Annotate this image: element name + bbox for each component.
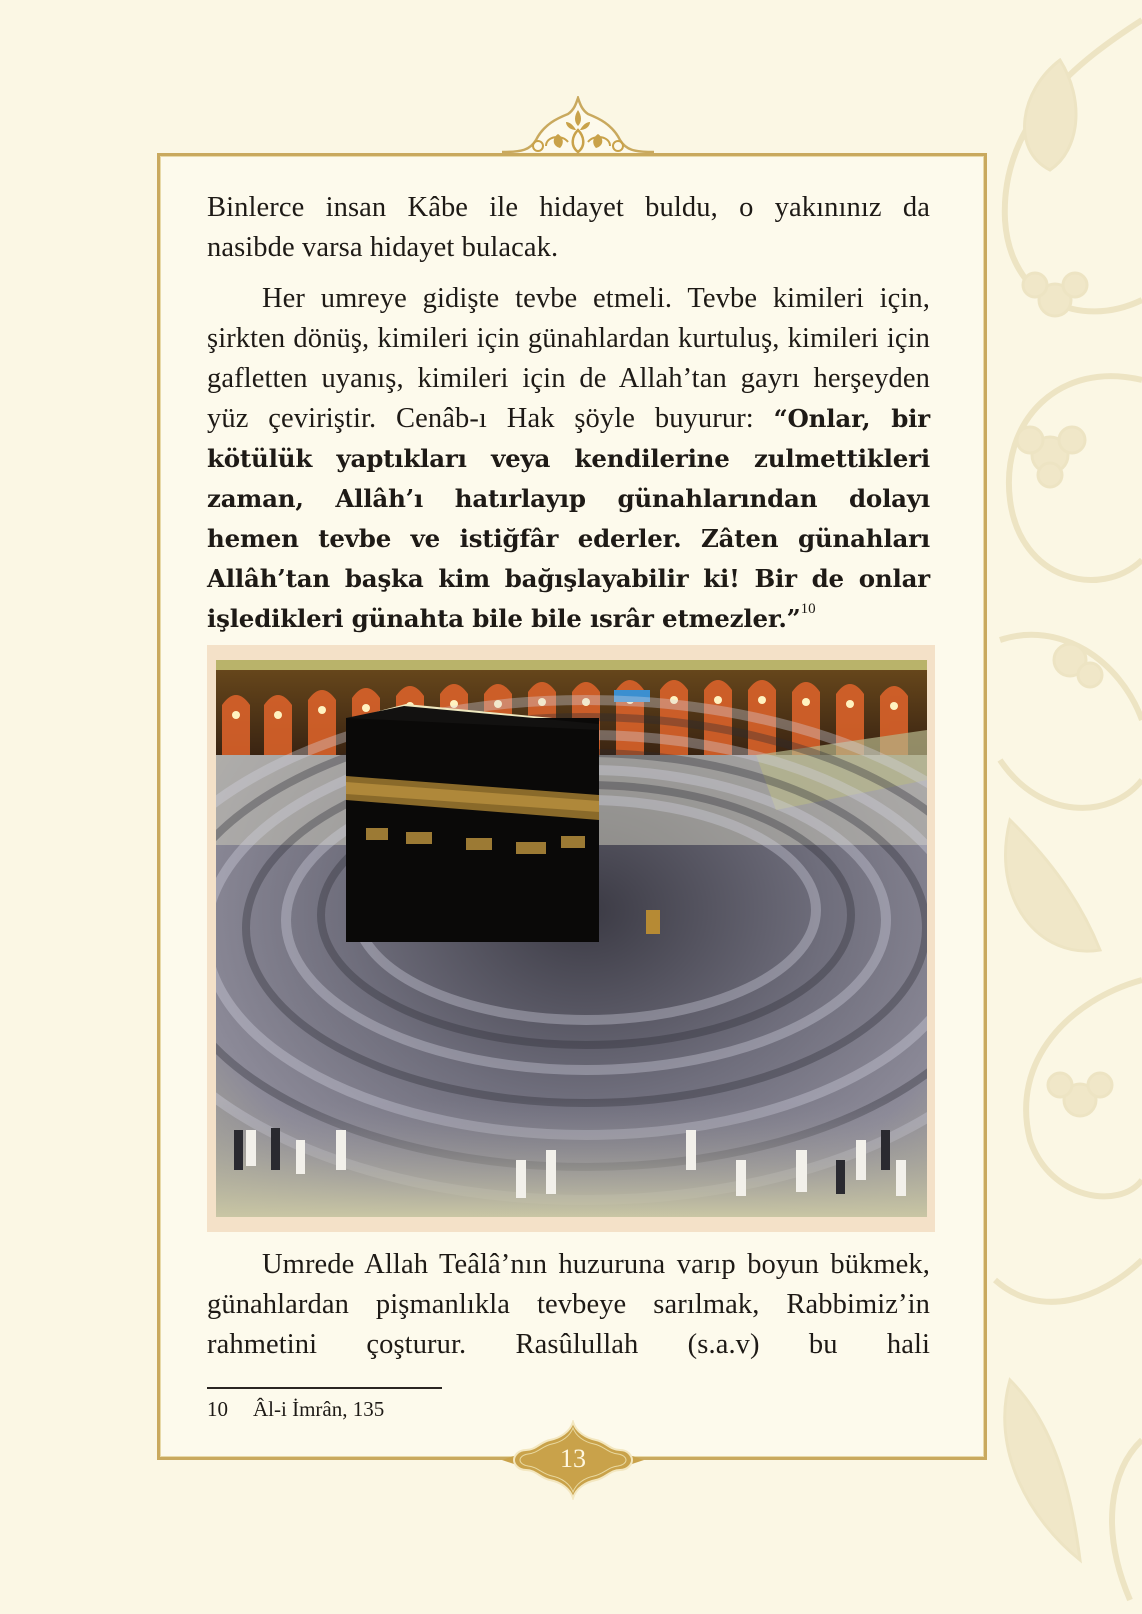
paragraph-1 [207,188,930,268]
paragraph-3 [207,1245,930,1365]
paragraph-2 [207,279,930,639]
quran-quote: “Onlar, bir kötülük yaptıkları veya kendilerine zulmettikleri zaman, Allâh’ı hatırlayıp günahlarından dolayı hemen tevbe ve istiğfâr ederler. Zâten günahları Allâh’tan başka kim bağışlayabilir ki! Bir de onlar işledikleri günahta bile bile ısrâr etmezler.” [207,404,930,633]
footnote-text: Âl-i İmrân, 135 [253,1397,385,1421]
paragraph-1-line-2: nasibde varsa hidayet bulacak. [207,232,559,263]
footnote-10 [207,1396,384,1422]
footnote-number: 10 [207,1397,228,1421]
footnote-divider [207,1387,442,1389]
kaaba-photo [216,660,927,1217]
page-number: 13 [560,1444,586,1473]
top-arabesque-ornament-icon [502,96,654,158]
paragraph-2-text [207,279,930,639]
paragraph-3-text: Umrede Allah Teâlâ’nın huzuruna varıp boyun bükmek, günahlardan pişmanlıkla tevbeye sarılmak, Rabbimiz’in rahmetini çoşturur. Rasûlullah (s.a.v) bu hali [207,1249,930,1360]
paragraph-1-line-1: Binlerce insan Kâbe ile hidayet buldu, o yakınınız da [207,192,930,223]
paragraph-2-intro: Her umreye gidişte tevbe etmeli. Tevbe kimileri için, şirkten dönüş, kimileri için günahlardan kurtuluş, kimileri için gafletten uyanış, kimileri için de Allah’tan gayrı herşeyden yüz çeviriştir. Cenâb-ı Hak şöyle buyurur: [207,283,930,434]
footnote-reference[interactable]: 10 [800,601,816,617]
